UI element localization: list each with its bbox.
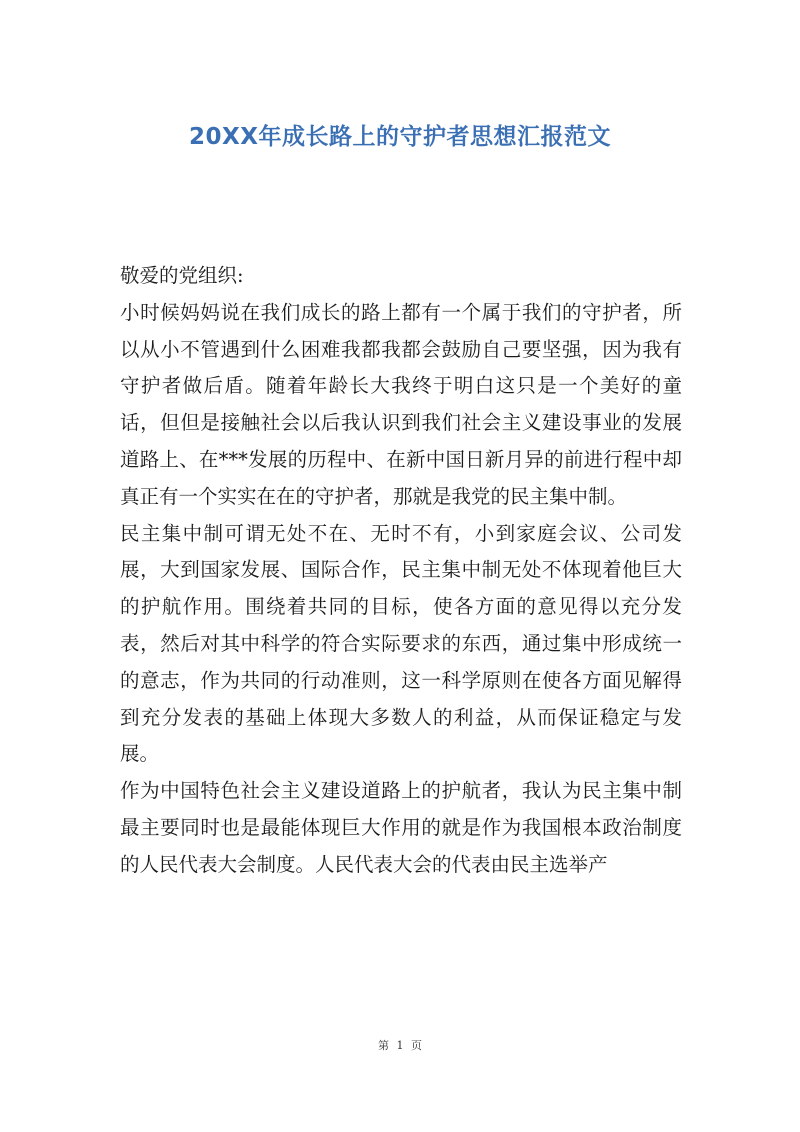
paragraph-3: 作为中国特色社会主义建设道路上的护航者，我认为民主集中制最主要同时也是最能体现巨大作用的就是作为我国根本政治制度的人民代表大会制度。人民代表大会的代表由民主选举产 xyxy=(120,779,682,876)
paragraph-1: 小时候妈妈说在我们成长的路上都有一个属于我们的守护者，所以从小不管遇到什么困难我都我都会鼓励自己要坚强，因为我有守护者做后盾。随着年龄长大我终于明白这只是一个美好的童话，但但是接触社会以后我认识到我们社会主义建设事业的发展道路上、在***发展的历程中、在新中国日新月异的前进行程中却真正有一个实实在在的守护者，那就是我党的民主集中制。 xyxy=(120,300,682,508)
paragraph-2: 民主集中制可谓无处不在、无时不有，小到家庭会议、公司发展，大到国家发展、国际合作，民主集中制无处不体现着他巨大的护航作用。围绕着共同的目标，使各方面的意见得以充分发表，然后对其中科学的符合实际要求的东西，通过集中形成统一的意志，作为共同的行动准则，这一科学原则在使各方面见解得到充分发表的基础上体现大多数人的利益，从而保证稳定与发展。 xyxy=(120,521,682,766)
document-body xyxy=(120,258,682,884)
salutation: 敬爱的党组织: xyxy=(120,264,244,287)
document-title: 20XX年成长路上的守护者思想汇报范文 xyxy=(189,124,611,150)
page-number: 第 1 页 xyxy=(378,1039,422,1052)
